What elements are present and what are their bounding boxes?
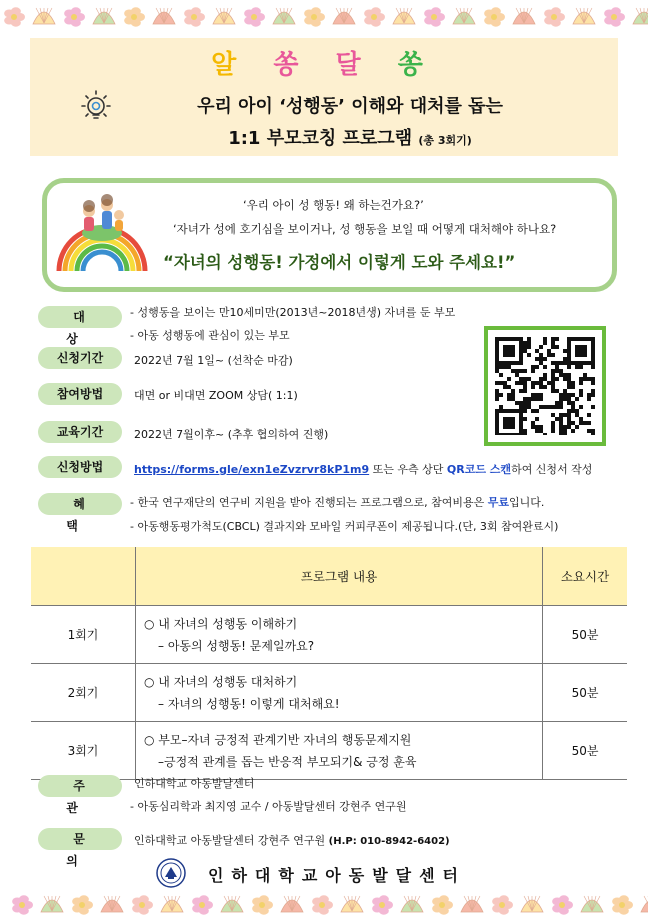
inha-university-seal bbox=[156, 858, 186, 888]
target-line-2: - 아동 성행동에 관심이 있는 부모 bbox=[130, 329, 290, 342]
program-table bbox=[31, 547, 627, 780]
benefit-line-1-end: 입니다. bbox=[508, 496, 545, 509]
intro-banner bbox=[42, 178, 617, 292]
art-title-char: 쏭 bbox=[397, 50, 437, 80]
benefit-line-2: - 아동행동평가척도(CBCL) 결과지와 모바일 커피쿠폰이 제공됩니다.(단, 3회 참여완료시) bbox=[130, 520, 559, 533]
table-row bbox=[31, 606, 627, 664]
benefit-line-1-text: - 한국 연구재단의 연구비 지원을 받아 진행되는 프로그램으로, 참여비용은 bbox=[130, 496, 485, 509]
art-title-char: 달 bbox=[335, 50, 375, 80]
session-title: ○ 부모–자녀 긍정적 관계기반 자녀의 행동문제지원 bbox=[144, 732, 412, 747]
art-title bbox=[30, 44, 618, 81]
session-round: 1회기 bbox=[31, 606, 136, 664]
page-title-main: 1:1 부모코칭 프로그램 bbox=[228, 128, 413, 149]
page-title-line2 bbox=[120, 124, 580, 150]
banner-question-2: ‘자녀가 성에 호기심을 보이거나, 성 행동을 보일 때 어떻게 대처해야 하나요? bbox=[173, 222, 557, 236]
table-header-row bbox=[31, 547, 627, 606]
session-content bbox=[136, 664, 543, 722]
contact-person: 인하대학교 아동발달센터 강현주 연구원 bbox=[134, 834, 326, 847]
art-title-char: 알 bbox=[211, 50, 251, 80]
table-row bbox=[31, 664, 627, 722]
application-form-link[interactable]: https://forms.gle/exn1eZvzrvr8kP1m9 bbox=[134, 463, 370, 476]
apply-method-text bbox=[134, 461, 592, 477]
session-subtitle: – 아동의 성행동! 문제일까요? bbox=[158, 638, 315, 653]
session-duration: 50분 bbox=[543, 664, 628, 722]
decorative-shell-border-bottom bbox=[0, 888, 648, 922]
period-text: 2022년 7월 1일~ (선착순 마감) bbox=[134, 354, 293, 367]
host-line-2: - 아동심리학과 최지영 교수 / 아동발달센터 강현주 연구원 bbox=[130, 800, 407, 813]
target-line-1: - 성행동을 보이는 만10세미만(2013년~2018년생) 자녀를 둔 부모 bbox=[130, 306, 456, 319]
session-round: 3회기 bbox=[31, 722, 136, 780]
method-label: 참여방법 bbox=[38, 383, 122, 405]
session-subtitle: –긍정적 관계를 돕는 반응적 부모되기& 긍정 훈육 bbox=[158, 754, 417, 769]
header-panel bbox=[30, 38, 618, 156]
session-duration: 50분 bbox=[543, 606, 628, 664]
center-name: 인하대학교아동발달센터 bbox=[208, 866, 467, 885]
banner-question-1: ‘우리 아이 성 행동! 왜 하는건가요?’ bbox=[243, 198, 424, 212]
lightbulb-icon bbox=[76, 88, 116, 128]
free-highlight: 무료 bbox=[487, 496, 509, 509]
rainbow-family-illustration bbox=[55, 189, 149, 273]
table-header-content: 프로그램 내용 bbox=[136, 547, 543, 606]
benefit-line-1 bbox=[130, 494, 544, 510]
apply-mid-text: 또는 우측 상단 bbox=[372, 463, 444, 476]
qr-scan-text: QR코드 스캔 bbox=[446, 463, 512, 476]
table-header-time: 소요시간 bbox=[543, 547, 628, 606]
session-duration: 50분 bbox=[543, 722, 628, 780]
decorative-shell-border-top bbox=[0, 0, 648, 34]
session-count-note: (총 3회기) bbox=[418, 134, 472, 147]
edu-period-text: 2022년 7월이후~ (추후 협의하여 진행) bbox=[134, 428, 329, 441]
contact-label: 문 의 bbox=[38, 828, 122, 850]
contact-text bbox=[134, 832, 450, 848]
table-row bbox=[31, 722, 627, 780]
session-title: ○ 내 자녀의 성행동 대처하기 bbox=[144, 674, 298, 689]
apply-end-text: 하여 신청서 작성 bbox=[511, 463, 593, 476]
period-label: 신청기간 bbox=[38, 347, 122, 369]
table-header-round bbox=[31, 547, 136, 606]
session-subtitle: – 자녀의 성행동! 이렇게 대처해요! bbox=[158, 696, 340, 711]
page-title-line1: 우리 아이 ‘성행동’ 이해와 대처를 돕는 bbox=[197, 96, 503, 117]
banner-slogan: “자녀의 성행동! 가정에서 이렇게 도와 주세요!” bbox=[163, 253, 516, 272]
contact-phone: (H.P: 010-8942-6402) bbox=[328, 836, 450, 847]
session-title: ○ 내 자녀의 성행동 이해하기 bbox=[144, 616, 298, 631]
art-title-char: 쏭 bbox=[273, 50, 313, 80]
benefit-label: 혜 택 bbox=[38, 493, 122, 515]
host-label: 주 관 bbox=[38, 775, 122, 797]
method-text: 대면 or 비대면 ZOOM 상담( 1:1) bbox=[134, 389, 298, 402]
apply-method-label: 신청방법 bbox=[38, 456, 122, 478]
edu-period-label: 교육기간 bbox=[38, 421, 122, 443]
target-label: 대 상 bbox=[38, 306, 122, 328]
session-content bbox=[136, 606, 543, 664]
session-content bbox=[136, 722, 543, 780]
session-round: 2회기 bbox=[31, 664, 136, 722]
qr-code[interactable] bbox=[484, 326, 606, 446]
host-line-1: 인하대학교 아동발달센터 bbox=[134, 777, 255, 790]
